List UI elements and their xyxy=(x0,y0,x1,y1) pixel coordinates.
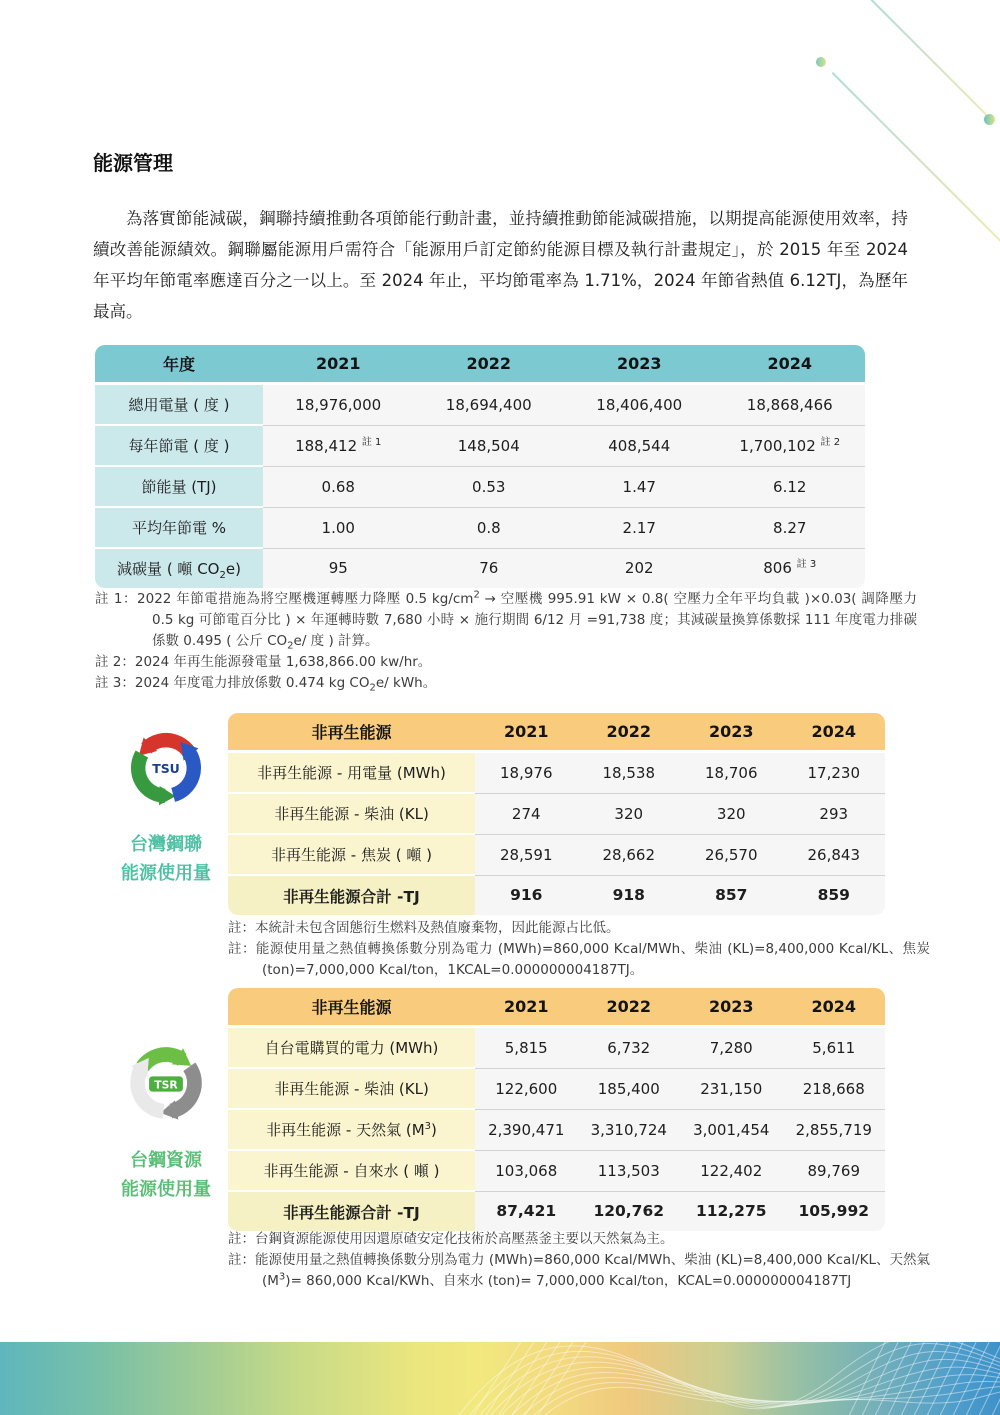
note-line: 註 1：2022 年節電措施為將空壓機運轉壓力降壓 0.5 $kg/cm^2$ → 空壓機 995.91 kW × 0.8( 空壓力全年平均負載 )×0.03( 調降壓力 0.5 kg 可節電百分比 ) × 年運轉時數 7,680 小時 × 施行期間 6/12 月 =91,738 度；其減碳量換算係數採 111 年度電力排碳係數 0.495 ( 公斤 $CO_2e/$ 度 ) 計算。 xyxy=(95,589,917,652)
table-cell: 18,868,466 xyxy=(715,384,866,426)
table-row xyxy=(95,384,865,426)
row-label: 每年節電 ( 度 ) xyxy=(95,425,263,466)
footer-waves-icon xyxy=(0,1342,1000,1415)
tsr-notes xyxy=(228,1229,930,1292)
table-cell: 3,001,454 xyxy=(680,1109,783,1150)
table-cell: 6.12 xyxy=(715,466,866,507)
column-header: 年度 xyxy=(95,345,263,384)
tsr-caption-line1: 台鋼資源 xyxy=(130,1150,202,1171)
tsr-caption xyxy=(98,1146,234,1204)
row-label: 平均年節電 % xyxy=(95,507,263,548)
table-row xyxy=(228,875,885,915)
column-header: 2021 xyxy=(475,988,578,1027)
table-cell: 28,662 xyxy=(578,834,681,875)
row-label: 非再生能源 - 天然氣 $(M^3)$ xyxy=(228,1109,475,1150)
table-cell: 0.68 xyxy=(263,466,414,507)
table-cell: 105,992 xyxy=(783,1191,886,1231)
diagonal-line-decoration xyxy=(868,0,994,122)
table-row xyxy=(228,1109,885,1150)
table-cell: 122,600 xyxy=(475,1068,578,1109)
table-cell: 2,855,719 xyxy=(783,1109,886,1150)
tsu-recycle-logo-icon xyxy=(118,720,214,816)
table-cell: 320 xyxy=(578,793,681,834)
tsu-logo-block xyxy=(100,720,232,888)
tsu-caption-line2: 能源使用量 xyxy=(121,863,211,884)
energy-saving-notes xyxy=(95,589,917,694)
table-cell: 1.00 xyxy=(263,507,414,548)
column-header: 2023 xyxy=(680,713,783,752)
row-label: 總用電量 ( 度 ) xyxy=(95,384,263,426)
table-cell: 5,611 xyxy=(783,1027,886,1069)
table-cell: 87,421 xyxy=(475,1191,578,1231)
table-cell: 1.47 xyxy=(564,466,715,507)
svg-text:TSR: TSR xyxy=(154,1078,178,1092)
table-cell: 218,668 xyxy=(783,1068,886,1109)
table-cell: 18,538 xyxy=(578,752,681,794)
table-cell: 293 xyxy=(783,793,886,834)
page-title: 能源管理 xyxy=(93,151,173,176)
table-cell: 1,700,102 $^{註 2}$ xyxy=(715,425,866,466)
table-row xyxy=(228,1191,885,1231)
column-header: 2022 xyxy=(578,713,681,752)
table-cell: 202 xyxy=(564,548,715,588)
table-cell: 26,570 xyxy=(680,834,783,875)
intro-paragraph: 為落實節能減碳，鋼聯持續推動各項節能行動計畫，並持續推動節能減碳措施，以期提高能源使用效率，持續改善能源績效。鋼聯屬能源用戶需符合「能源用戶訂定節約能源目標及執行計畫規定」，於 2015 年至 2024 年平均年節電率應達百分之一以上。至 2024 年止，平均節電率為 1.71%，2024 年節省熱值 6.12TJ，為歷年最高。 xyxy=(93,208,908,321)
table-cell: 857 xyxy=(680,875,783,915)
table-cell: 103,068 xyxy=(475,1150,578,1191)
table-row xyxy=(228,793,885,834)
column-header: 非再生能源 xyxy=(228,988,475,1027)
table-cell: 6,732 xyxy=(578,1027,681,1069)
note-line: 註：本統計未包含固態衍生燃料及熱值廢棄物，因此能源占比低。 xyxy=(228,920,620,936)
dot-decoration xyxy=(816,57,826,67)
energy-saving-table xyxy=(95,345,865,588)
table-cell: 274 xyxy=(475,793,578,834)
table-cell: 0.53 xyxy=(414,466,565,507)
table-cell: 26,843 xyxy=(783,834,886,875)
row-label: 非再生能源 - 焦炭 ( 噸 ) xyxy=(228,834,475,875)
note-line: 註 2：2024 年再生能源發電量 1,638,866.00 kw/hr。 xyxy=(95,654,432,670)
table-cell: 806 $^{註 3}$ xyxy=(715,548,866,588)
table-cell: 17,230 xyxy=(783,752,886,794)
table-cell: 859 xyxy=(783,875,886,915)
table-cell: 185,400 xyxy=(578,1068,681,1109)
table-cell: 916 xyxy=(475,875,578,915)
column-header: 2021 xyxy=(263,345,414,384)
tsu-caption-line1: 台灣鋼聯 xyxy=(130,834,202,855)
table-cell: 18,406,400 xyxy=(564,384,715,426)
table-cell: 122,402 xyxy=(680,1150,783,1191)
table-row xyxy=(95,507,865,548)
note-line: 註：能源使用量之熱值轉換係數分別為電力 (MWh)=860,000 Kcal/MWh、柴油 (KL)=8,400,000 Kcal/KL、焦炭 (ton)=7,000,000 Kcal/ton，1KCAL=0.000000004187TJ。 xyxy=(228,941,930,978)
table-row xyxy=(95,548,865,588)
row-label: 非再生能源合計 -TJ xyxy=(228,1191,475,1231)
column-header: 2024 xyxy=(715,345,866,384)
table-cell: 2,390,471 xyxy=(475,1109,578,1150)
tsu-energy-table xyxy=(228,713,885,915)
table-row xyxy=(95,425,865,466)
column-header: 2022 xyxy=(578,988,681,1027)
note-line: 註：台鋼資源能源使用因還原碴安定化技術於高壓蒸釜主要以天然氣為主。 xyxy=(228,1231,674,1247)
table-cell: 120,762 xyxy=(578,1191,681,1231)
table-cell: 231,150 xyxy=(680,1068,783,1109)
tsr-energy-table xyxy=(228,988,885,1231)
table-row xyxy=(228,752,885,794)
table-cell: 148,504 xyxy=(414,425,565,466)
table-cell: 18,976 xyxy=(475,752,578,794)
footer-wave-band xyxy=(0,1342,1000,1415)
table-row xyxy=(228,834,885,875)
row-label: 非再生能源 - 用電量 (MWh) xyxy=(228,752,475,794)
tsu-notes xyxy=(228,918,930,981)
table-cell: 0.8 xyxy=(414,507,565,548)
column-header: 2022 xyxy=(414,345,565,384)
table-cell: 918 xyxy=(578,875,681,915)
column-header: 2023 xyxy=(564,345,715,384)
energy-saving-table-wrap xyxy=(95,345,865,588)
table-row xyxy=(228,1150,885,1191)
row-label: 非再生能源合計 -TJ xyxy=(228,875,475,915)
table-cell: 76 xyxy=(414,548,565,588)
table-row xyxy=(228,1068,885,1109)
table-cell: 28,591 xyxy=(475,834,578,875)
row-label: 非再生能源 - 自來水 ( 噸 ) xyxy=(228,1150,475,1191)
table-cell: 112,275 xyxy=(680,1191,783,1231)
table-row xyxy=(95,466,865,507)
table-cell: 320 xyxy=(680,793,783,834)
column-header: 非再生能源 xyxy=(228,713,475,752)
dot-decoration xyxy=(984,114,995,125)
table-cell: 18,694,400 xyxy=(414,384,565,426)
tsr-caption-line2: 能源使用量 xyxy=(121,1179,211,1200)
table-cell: 8.27 xyxy=(715,507,866,548)
tsr-recycle-logo-icon xyxy=(117,1034,215,1132)
table-cell: 3,310,724 xyxy=(578,1109,681,1150)
table-cell: 113,503 xyxy=(578,1150,681,1191)
tsu-caption xyxy=(100,830,232,888)
note-line: 註：能源使用量之熱值轉換係數分別為電力 (MWh)=860,000 Kcal/MWh、柴油 (KL)=8,400,000 Kcal/KL、天然氣 $(M^3)= 860,000$ Kcal/KWh、自來水 (ton)= 7,000,000 Kcal/ton，KCAL=0.000000004187TJ xyxy=(228,1252,930,1289)
table-cell: 408,544 xyxy=(564,425,715,466)
header-row xyxy=(228,988,885,1027)
column-header: 2024 xyxy=(783,713,886,752)
row-label: 節能量 (TJ) xyxy=(95,466,263,507)
table-cell: 18,706 xyxy=(680,752,783,794)
svg-text:TSU: TSU xyxy=(152,760,180,776)
table-row xyxy=(228,1027,885,1069)
column-header: 2023 xyxy=(680,988,783,1027)
tsu-table-wrap xyxy=(228,713,885,915)
row-label: 減碳量 ( 噸 $CO_2e$) xyxy=(95,548,263,588)
column-header: 2021 xyxy=(475,713,578,752)
table-cell: 188,412 $^{註 1}$ xyxy=(263,425,414,466)
row-label: 非再生能源 - 柴油 (KL) xyxy=(228,1068,475,1109)
table-cell: 5,815 xyxy=(475,1027,578,1069)
column-header: 2024 xyxy=(783,988,886,1027)
tsr-logo-block xyxy=(98,1034,234,1204)
note-line: 註 3：2024 年度電力排放係數 0.474 kg $CO_2e/$ kWh。 xyxy=(95,675,437,694)
row-label: 自台電購買的電力 (MWh) xyxy=(228,1027,475,1069)
tsr-table-wrap xyxy=(228,988,885,1231)
header-row xyxy=(95,345,865,384)
table-cell: 95 xyxy=(263,548,414,588)
header-row xyxy=(228,713,885,752)
row-label: 非再生能源 - 柴油 (KL) xyxy=(228,793,475,834)
table-cell: 18,976,000 xyxy=(263,384,414,426)
table-cell: 2.17 xyxy=(564,507,715,548)
table-cell: 7,280 xyxy=(680,1027,783,1069)
table-cell: 89,769 xyxy=(783,1150,886,1191)
